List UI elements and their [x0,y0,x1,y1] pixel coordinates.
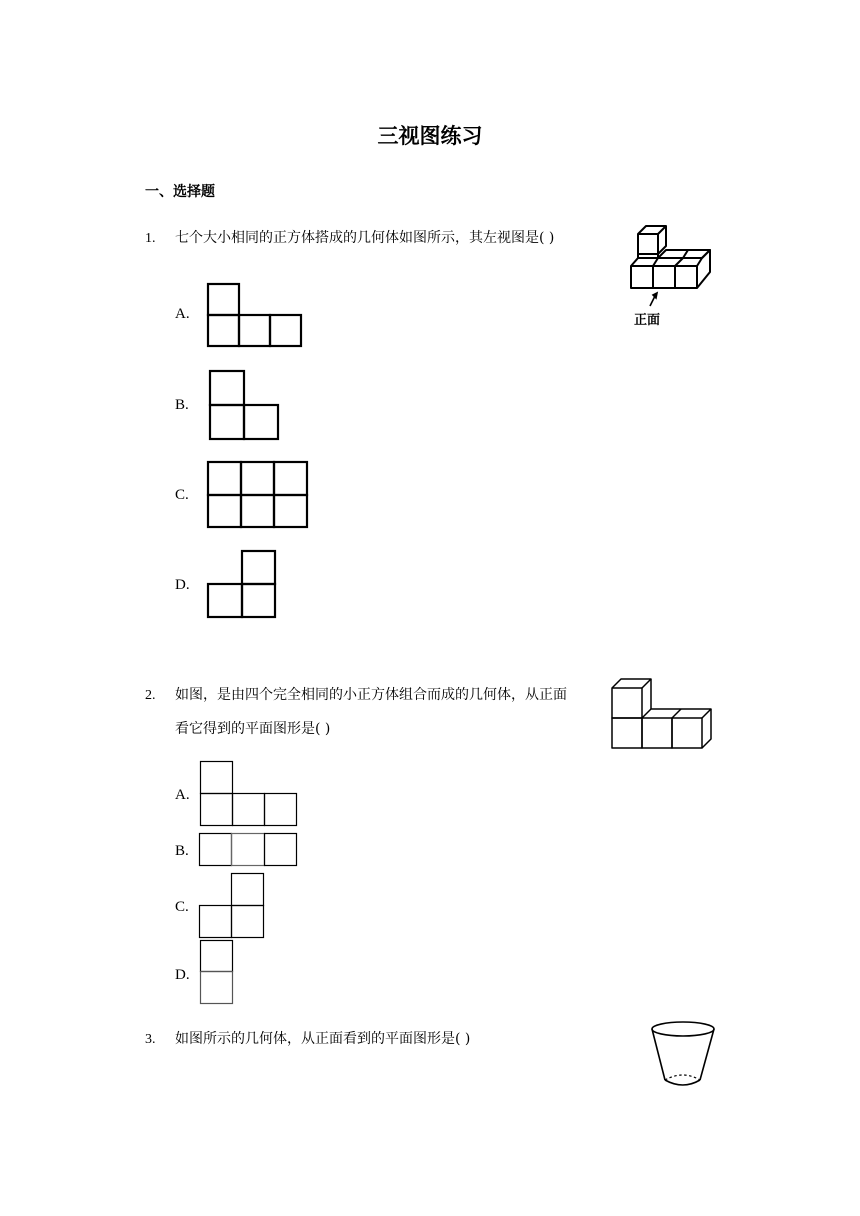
question-1-option-d: D. [175,577,190,593]
question-1-option-b-figure [209,370,281,440]
question-1-option-a-figure [207,283,303,347]
section-heading: 一、选择题 [145,184,215,200]
question-2-option-a-figure [200,761,298,827]
question-3-number: 3. [145,1032,156,1047]
question-2-text-line-2: 看它得到的平面图形是( ) [175,721,331,737]
question-2-option-b-figure [199,833,298,868]
question-2-option-c: C. [175,899,189,915]
question-1-number: 1. [145,231,156,246]
question-2-option-d-figure [200,940,234,1006]
page-title: 三视图练习 [377,124,483,148]
question-1-option-d-figure [207,550,277,619]
question-2-option-a: A. [175,787,190,803]
question-2-option-c-figure [199,873,266,939]
question-1-text: 七个大小相同的正方体搭成的几何体如图所示，其左视图是( ) [175,230,555,246]
question-1-figure [628,224,718,329]
question-1-option-a: A. [175,306,190,322]
question-2-text-line-1: 如图，是由四个完全相同的小正方体组合而成的几何体，从正面 [175,687,567,703]
question-1-option-c-figure [207,461,309,528]
question-1-option-c: C. [175,487,189,503]
question-1-option-b: B. [175,397,189,413]
question-1-figure-label: 正面 [634,313,661,328]
question-2-number: 2. [145,688,156,703]
question-2-option-b: B. [175,843,189,859]
question-2-option-d: D. [175,967,190,983]
question-3-text: 如图所示的几何体，从正面看到的平面图形是( ) [175,1031,471,1047]
question-2-figure [610,677,714,751]
question-3-figure [648,1020,720,1092]
